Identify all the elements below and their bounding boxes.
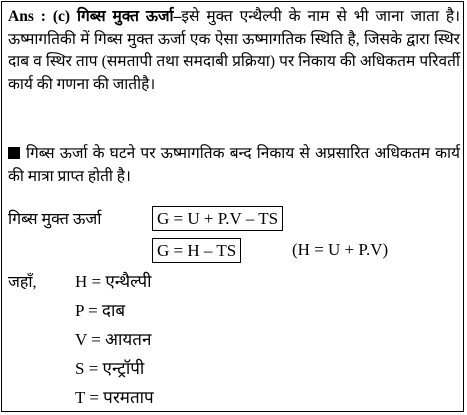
answer-heading: गिब्स मुक्त ऊर्जा– — [77, 8, 182, 25]
enthalpy-relation: (H = U + P.V) — [292, 240, 389, 259]
definition-item: P = दाब — [75, 301, 126, 320]
definition-list — [75, 267, 154, 412]
answer-prefix: Ans : (c) — [8, 8, 71, 25]
paragraph-1-text: इसे मुक्त एन्थैल्पी के नाम से भी जाना जाता है। ऊष्मागतिकी में गिब्स मुक्त ऊर्जा एक ऐसा ऊष्मागतिक स्थिति है, जिसके द्वारा स्थिर दाब व स्थिर ताप (समतापी तथा समदाबी प्रक्रिया) पर निकाय की अधिकतम परिवर्ती कार्य की गणना की जातीहै। — [8, 8, 461, 93]
paragraph-2-text: गिब्स ऊर्जा के घटने पर ऊष्मागतिक बन्द निकाय से अप्रसारित अधिकतम कार्य की मात्रा प्राप्त होती है। — [8, 145, 460, 185]
definition-item: T = परमताप — [75, 388, 154, 407]
formula-label: गिब्स मुक्त ऊर्जा — [8, 211, 102, 228]
definition-item: S = एन्ट्रॉपी — [75, 359, 145, 378]
definition-item: V = आयतन — [75, 330, 152, 349]
bullet-square-icon — [8, 147, 20, 159]
answer-paragraph-2 — [8, 143, 460, 188]
formula-box-2: G = H – TS — [152, 238, 241, 263]
where-label: जहाँ, — [8, 274, 37, 291]
definition-item: H = एन्थैल्पी — [75, 272, 152, 291]
answer-paragraph-1 — [8, 6, 460, 96]
answer-box — [1, 1, 464, 412]
formula-box-1: G = U + P.V – TS — [152, 206, 283, 231]
